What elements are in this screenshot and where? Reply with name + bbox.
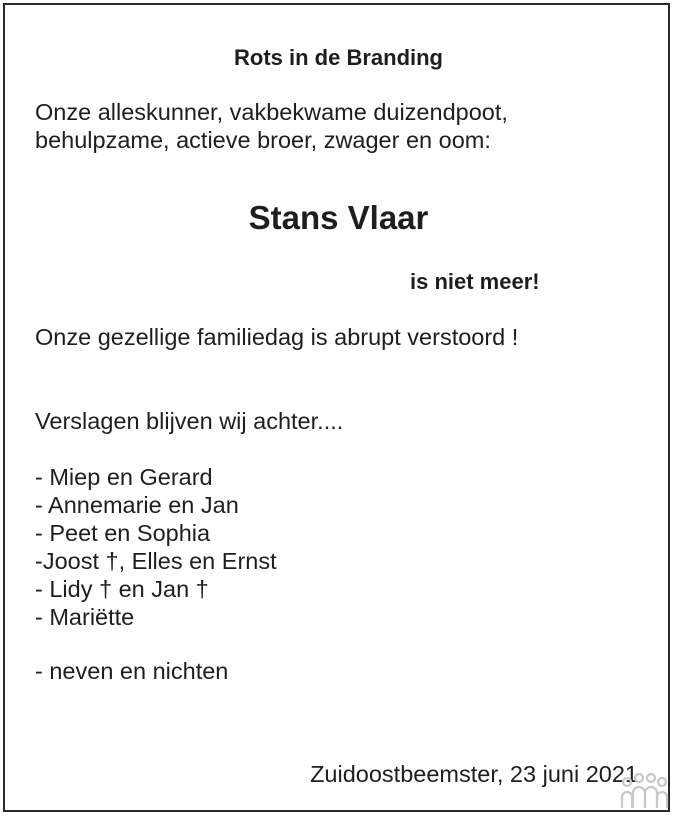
place-date: Zuidoostbeemster, 23 juni 2021: [310, 761, 638, 787]
is-not-more-text: is niet meer!: [410, 269, 540, 294]
nephews-nieces-text: - neven en nichten: [35, 658, 229, 684]
deceased-name: Stans Vlaar: [248, 199, 429, 236]
left-behind-text: Verslagen blijven wij achter....: [35, 408, 344, 434]
family-member: -Joost †, Elles en Ernst: [35, 548, 277, 574]
people-group-icon: [619, 767, 669, 809]
family-member: - Mariëtte: [35, 604, 135, 630]
notice-heading: Rots in de Branding: [234, 45, 443, 70]
obituary-card: [3, 3, 670, 812]
intro-line-2: behulpzame, actieve broer, zwager en oom:: [35, 127, 491, 153]
family-member: - Lidy † en Jan †: [35, 576, 209, 602]
intro-line-1: Onze alleskunner, vakbekwame duizendpoot,: [35, 99, 508, 125]
family-day-text: Onze gezellige familiedag is abrupt verstoord !: [35, 324, 519, 350]
family-member: - Peet en Sophia: [35, 520, 211, 546]
family-member: - Miep en Gerard: [35, 464, 213, 490]
family-member: - Annemarie en Jan: [35, 492, 239, 518]
